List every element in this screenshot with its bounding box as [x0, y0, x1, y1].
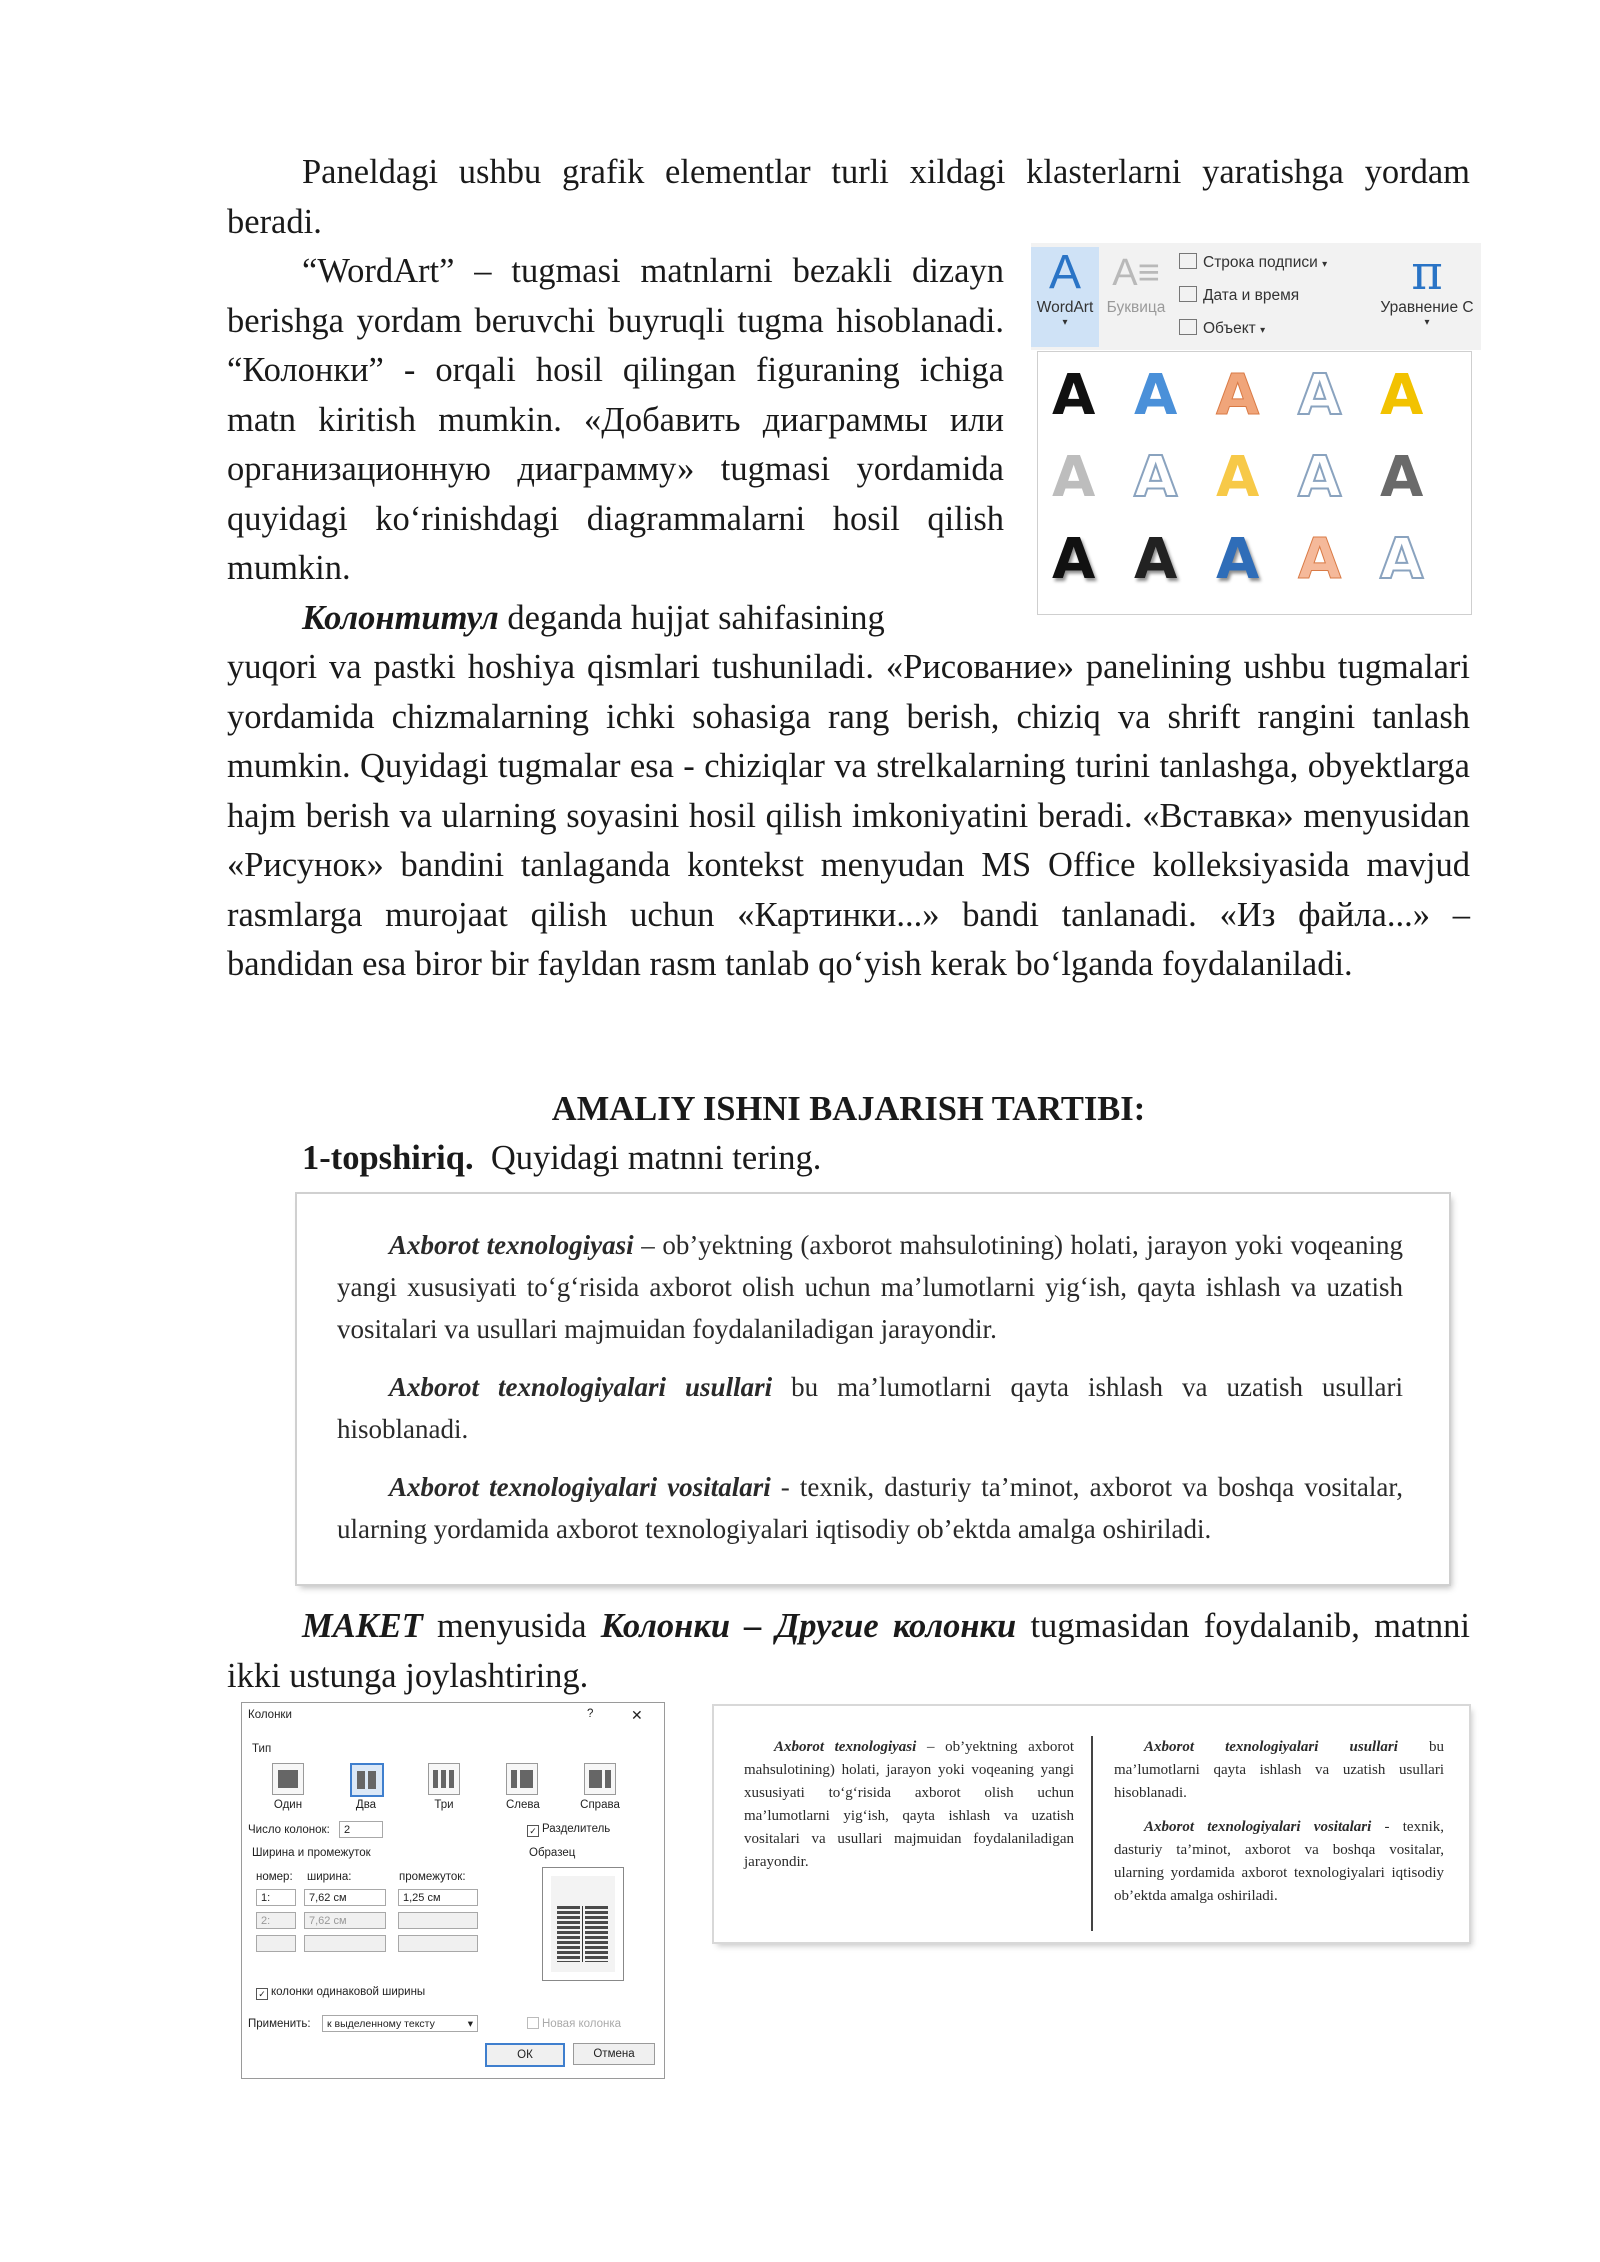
wordart-style-r2-c5[interactable]: A	[1380, 445, 1424, 510]
check-icon: ✓	[256, 1988, 268, 2000]
num-cols-stepper[interactable]	[339, 1821, 383, 1838]
wordart-style-r3-c2[interactable]: A	[1134, 527, 1178, 592]
close-icon[interactable]: ✕	[631, 1707, 643, 1723]
term-usullari: Axborot texnologiyalari usullari	[389, 1372, 773, 1402]
type-three-label: Три	[434, 1799, 454, 1811]
spacing-header: промежуток:	[399, 1871, 466, 1883]
apply-value: к выделенному тексту	[327, 2018, 435, 2030]
right-column-text-1	[1114, 1736, 1444, 1805]
type-left-label: Слева	[506, 1799, 540, 1811]
paragraph-kolontitul-start-text: deganda hujjat sahifasining	[498, 599, 885, 637]
type-one-label: Один	[273, 1799, 303, 1811]
wordart-style-r3-c1[interactable]: A	[1052, 527, 1096, 592]
wordart-style-r1-c3[interactable]: A	[1216, 363, 1260, 428]
chevron-down-icon: ▾	[1260, 325, 1266, 336]
width-header: ширина:	[307, 1871, 352, 1883]
chevron-down-icon: ▾	[1424, 317, 1430, 328]
object-icon	[1179, 319, 1197, 335]
dropcap-icon: A≡	[1112, 252, 1160, 294]
calendar-icon	[1179, 286, 1197, 302]
column-separator	[1091, 1736, 1093, 1931]
chevron-down-icon: ▾	[467, 2018, 473, 2030]
left-column-body: – ob’yektning axborot mahsulotining) holati, jarayon yoki voqeaning yangi xususiyati to‘g‘risida axborot olish uchun ma’lumotlarni yig‘ish, qayta ishlash va uzatish vositalari va usullari majmuidan foydalaniladigan jarayondir.	[744, 1739, 1074, 1870]
right-column-term-2: Axborot texnologiyalari vositalari	[1144, 1819, 1372, 1835]
bukvica-button[interactable]	[1101, 247, 1171, 347]
preset-two[interactable]	[350, 1763, 384, 1797]
help-button[interactable]: ?	[587, 1708, 594, 1720]
width-spacing-label: Ширина и промежуток	[252, 1847, 371, 1859]
preset-one[interactable]	[272, 1763, 304, 1795]
sample-paragraph-2-text: bu ma’lumotlarni qayta ishlash va uzatish usullari hisoblanadi.	[337, 1372, 1403, 1444]
wordart-style-r1-c4[interactable]: A	[1298, 363, 1342, 428]
wordart-style-r1-c1[interactable]: A	[1052, 363, 1096, 428]
object-label: Объект	[1203, 320, 1256, 337]
paragraph-kolontitul-start	[227, 594, 1004, 644]
apply-select[interactable]	[322, 2015, 478, 2032]
task1-line	[227, 1134, 1470, 1184]
new-column-checkbox[interactable]	[527, 2017, 621, 2030]
chevron-down-icon: ▾	[1322, 259, 1328, 270]
row2-num-value: 2:	[261, 1915, 271, 1927]
date-time-button[interactable]	[1179, 286, 1299, 305]
right-column-term-1: Axborot texnologiyalari usullari	[1144, 1739, 1398, 1755]
type-label: Тип	[252, 1743, 272, 1755]
row3-spacing-field[interactable]	[398, 1935, 478, 1952]
sample-text-frame	[297, 1194, 1449, 1584]
task2-mid-text: menyusida	[422, 1607, 601, 1645]
num-cols-value: 2	[344, 1824, 351, 1836]
equal-width-label: колонки одинаковой ширины	[271, 1986, 426, 1998]
wordart-style-r1-c5[interactable]: A	[1380, 363, 1424, 428]
equation-label: Уравнение С	[1380, 299, 1474, 316]
task2-paragraph	[227, 1602, 1470, 1701]
row2-width-field[interactable]	[304, 1912, 386, 1929]
sample-paragraph-3-text: - texnik, dasturiy ta’minot, axborot va boshqa vositalar, ularning yordamida axborot texnologiyalari iqtisodiy ob’ektda amalga oshiriladi.	[337, 1472, 1403, 1544]
row3-width-field[interactable]	[304, 1935, 386, 1952]
right-column-text-2	[1114, 1816, 1444, 1908]
chevron-down-icon: ▾	[1062, 317, 1068, 328]
right-column-body-2: - texnik, dasturiy ta’minot, axborot va boshqa vositalar, ularning yordamida axborot texnologiyalari iqtisodiy ob’ektda amalga oshiriladi.	[1114, 1819, 1444, 1904]
two-column-result	[714, 1706, 1469, 1942]
row1-num-value: 1:	[261, 1892, 271, 1904]
row1-width-field[interactable]	[304, 1889, 386, 1906]
sample-paragraph-2	[337, 1366, 1403, 1450]
ribbon-bar	[1031, 243, 1481, 350]
signature-line-button[interactable]	[1179, 253, 1327, 272]
equation-button[interactable]	[1373, 247, 1481, 347]
section-heading: AMALIY ISHNI BAJARISH TARTIBI:	[551, 1090, 1146, 1128]
equal-width-checkbox[interactable]	[256, 1986, 425, 2000]
wordart-style-r2-c4[interactable]: A	[1298, 445, 1342, 510]
wordart-style-r3-c3[interactable]: A	[1216, 527, 1260, 592]
row2-spacing-field[interactable]	[398, 1912, 478, 1929]
preview-column-right	[585, 1906, 608, 1962]
paragraph-kolontitul-rest: yuqori va pastki hoshiya qismlari tushuniladi. «Рисование» panelining ushbu tugmalari yordamida chizmalarning ichki sohasiga rang berish, chiziq va shrift rangini tanlash mumkin. Quyidagi tugmalar esa - chiziqlar va strelkalarning turini tanlashga, obyektlarga hajm berish va ularning soyasini hosil qilish imkoniyatini beradi. «Вставка» menyusidan «Рисунок» bandini tanlaganda kontekst menyudan MS Office kolleksiyasida mavjud rasmlarga murojaat qilish uchun «Картинки...» bandi tanlanadi. «Из файла...» – bandidan esa biror bir fayldan rasm tanlab qo‘yish kerak bo‘lganda foydalaniladi.	[227, 648, 1470, 983]
bukvica-label: Буквица	[1106, 299, 1166, 316]
row1-spacing-field[interactable]	[398, 1889, 478, 1906]
wordart-style-r2-c2[interactable]: A	[1134, 445, 1178, 510]
wordart-icon: A	[1048, 246, 1081, 299]
checkbox-empty-icon	[527, 2017, 539, 2029]
num-cols-label: Число колонок:	[248, 1824, 330, 1836]
maket-menu: MAKET	[302, 1607, 423, 1645]
preview-separator	[582, 1906, 583, 1962]
wordart-style-r2-c1[interactable]: A	[1052, 445, 1096, 510]
sample-label: Образец	[529, 1847, 576, 1859]
preset-left[interactable]	[506, 1763, 538, 1795]
task1-text: Quyidagi matnni tering.	[490, 1139, 822, 1177]
left-column-text	[744, 1736, 1074, 1874]
paragraph-wordart: “WordArt” – tugmasi matnlarni bezakli dizayn berishga yordam beruvchi buyruqli tugma hisoblanadi. “Колонки” - orqali hosil qilingan figuraning ichiga matn kiritish mumkin. «Добавить диаграммы или организационную диаграмму» tugmasi yordamida quyidagi ko‘rinishdagi diagrammalarni hosil qilish mumkin.	[227, 252, 1004, 587]
dialog-title: Колонки	[248, 1709, 292, 1721]
separator-checkbox[interactable]	[527, 1823, 610, 1837]
check-icon: ✓	[527, 1825, 539, 1837]
columns-path: Колонки – Другие колонки	[600, 1607, 1017, 1645]
type-right-label: Справа	[580, 1799, 620, 1811]
sample-paragraph-1-text: – ob’yektning (axborot mahsulotining) holati, jarayon yoki voqeaning yangi xususiyati to‘g‘risida axborot olish uchun ma’lumotlarni yig‘ish, qayta ishlash va uzatish vositalari va usullari majmuidan foydalaniladigan jarayondir.	[337, 1230, 1404, 1344]
row1-num	[256, 1889, 296, 1906]
sample-paragraph-3	[337, 1466, 1403, 1550]
ok-button[interactable]: ОК	[485, 2043, 565, 2067]
sample-paragraph-1	[337, 1224, 1403, 1350]
wordart-gallery	[1037, 351, 1472, 615]
wordart-style-r2-c3[interactable]: A	[1216, 445, 1260, 510]
row2-width-value: 7,62 см	[309, 1915, 347, 1927]
wordart-ribbon-screenshot	[1031, 243, 1481, 613]
row1-width-value: 7,62 см	[309, 1892, 347, 1904]
left-column-term: Axborot texnologiyasi	[774, 1739, 917, 1755]
row1-spacing-value: 1,25 см	[403, 1892, 441, 1904]
signature-line-label: Строка подписи	[1203, 254, 1318, 271]
type-two-label: Два	[355, 1799, 377, 1811]
preset-right[interactable]	[584, 1763, 616, 1795]
apply-label: Применить:	[248, 2018, 311, 2030]
preview-page	[551, 1876, 615, 1972]
preview-column-left	[557, 1906, 580, 1962]
task1-label: 1-topshiriq.	[302, 1139, 474, 1177]
preset-three[interactable]	[428, 1763, 460, 1795]
wordart-button[interactable]	[1031, 247, 1099, 347]
cancel-button[interactable]: Отмена	[573, 2043, 655, 2065]
object-button[interactable]	[1179, 319, 1265, 338]
signature-icon	[1179, 253, 1197, 269]
date-time-label: Дата и время	[1203, 287, 1300, 304]
separator-label: Разделитель	[542, 1823, 611, 1835]
term-vositalari: Axborot texnologiyalari vositalari	[389, 1472, 771, 1502]
pi-icon: π	[1411, 245, 1443, 301]
row2-num	[256, 1912, 296, 1929]
col-num-header: номер:	[256, 1871, 293, 1883]
term-kolontitul: Колонтитул	[302, 599, 499, 637]
wordart-style-r1-c2[interactable]: A	[1134, 363, 1178, 428]
wordart-style-r3-c4[interactable]: A	[1298, 527, 1342, 592]
new-column-label: Новая колонка	[542, 2018, 622, 2030]
wordart-label: WordArt	[1036, 299, 1094, 316]
paragraph-clusters: Paneldagi ushbu grafik elementlar turli xildagi klasterlarni yaratishga yordam beradi.	[227, 153, 1470, 241]
row3-num	[256, 1935, 296, 1952]
task2-text: tugmasidan foydalanib, matnni ikki ustunga joylashtiring.	[227, 1607, 1470, 1695]
column-preview	[542, 1867, 624, 1981]
columns-dialog	[241, 1702, 665, 2079]
term-axborot-texnologiyasi: Axborot texnologiyasi	[389, 1230, 634, 1260]
right-column-body-1: bu ma’lumotlarni qayta ishlash va uzatish usullari hisoblanadi.	[1114, 1739, 1444, 1801]
wordart-style-r3-c5[interactable]: A	[1380, 527, 1424, 592]
